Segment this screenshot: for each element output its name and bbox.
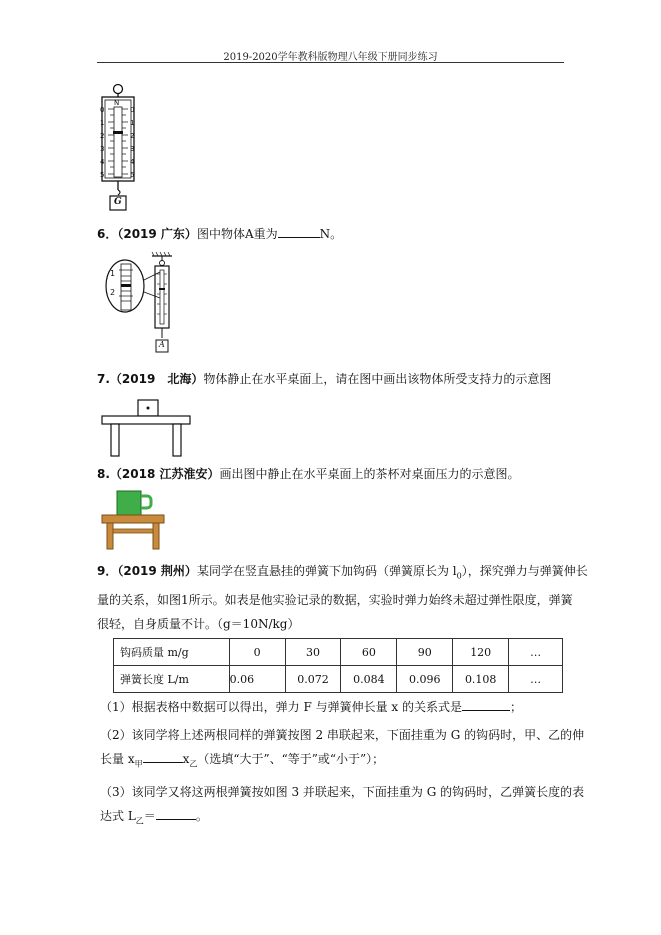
q6-zoom-labels: 1 2: [110, 269, 116, 297]
q9-sub3-blank[interactable]: [156, 819, 196, 820]
q9-sub1: （1）根据表格中数据可以得出，弹力 F 与弹簧伸长量 x 的关系式是 ；: [100, 700, 523, 714]
weight-label-a: A: [159, 340, 165, 349]
question-6: [97, 226, 342, 243]
q6-answer-blank[interactable]: [278, 237, 320, 238]
q9-sub2-line1: （2）该同学将上述两根同样的弹簧按图 2 串联起来，下面挂重为 G 的钩码时，甲、乙的伸: [100, 728, 585, 742]
q7-source: （2019 北海）: [109, 372, 204, 386]
q9-sub2-line2: 长量 $x_甲$ $x_乙$（选填“大于”、“等于”或“小于”）；: [100, 752, 385, 769]
q7-table-figure: [100, 396, 192, 458]
q6-unit: N。: [319, 227, 343, 241]
table-row: 弹簧长度 L/m 0.06 0.072 0.084 0.096 0.108 …: [114, 666, 563, 693]
question-9: 9．（2019 荆州）某同学在竖直悬挂的弹簧下加钩码（弹簧原长为 $l_0$），探究弹力与弹簧伸长 量的关系，如图1所示。如表是他实验记录的数据，实验时弹力始终未超过弹性限度，弹簧 很轻，自身质量不计。（g＝10N/kg）: [97, 559, 567, 636]
q9-sub3-line1: （3）该同学又将这两根弹簧按如图 3 并联起来，下面挂重为 G 的钩码时，乙弹簧长度的表: [100, 785, 585, 800]
q6-spring-scale-figure: [104, 250, 184, 355]
table-row: 钩码质量 m/g 0 30 60 90 120 …: [114, 639, 563, 666]
q6-text: 图中物体A重为: [196, 227, 278, 241]
scale-unit-label: N: [114, 99, 120, 107]
q9-source: （2019 荆州）: [117, 564, 197, 578]
q9-line3: 很轻，自身质量不计。（g＝10N/kg）: [97, 617, 300, 632]
q7-text: 物体静止在水平桌面上，请在图中画出该物体所受支持力的示意图: [203, 372, 552, 386]
q8-text: 画出图中静止在水平桌面上的茶杯对桌面压力的示意图。: [219, 467, 520, 481]
question-7: [97, 371, 551, 388]
q6-source: （2019 广东）: [117, 227, 197, 241]
q9-sub2-blank[interactable]: [143, 762, 183, 763]
weight-label-g: G: [114, 197, 122, 207]
q8-number: 8.: [97, 467, 110, 481]
q9-subquestions: [100, 695, 585, 834]
q9-number: 9．: [97, 564, 118, 578]
scale-numbers-left: 0 1 2 3 4 5: [100, 106, 105, 179]
q9-sub3-line2: 达式 $L_乙=$ 。: [100, 809, 208, 826]
q9-line2: 量的关系，如图1所示。如表是他实验记录的数据，实验时弹力始终未超过弹性限度，弹簧: [97, 593, 573, 608]
header-divider: [97, 62, 564, 63]
q6-number: 6．: [97, 227, 118, 241]
scale-numbers-right: 0 1 2 3 4 5: [130, 106, 135, 179]
question-8: [97, 466, 520, 483]
q8-source: （2018 江苏淮安）: [109, 467, 220, 481]
q9-sub1-blank[interactable]: [462, 710, 510, 711]
q9-data-table: [113, 638, 563, 693]
page-header: 2019-2020学年教科版物理八年级下册同步练习: [223, 52, 438, 63]
q8-cup-table-figure: [100, 489, 166, 551]
q7-number: 7.: [97, 372, 110, 386]
